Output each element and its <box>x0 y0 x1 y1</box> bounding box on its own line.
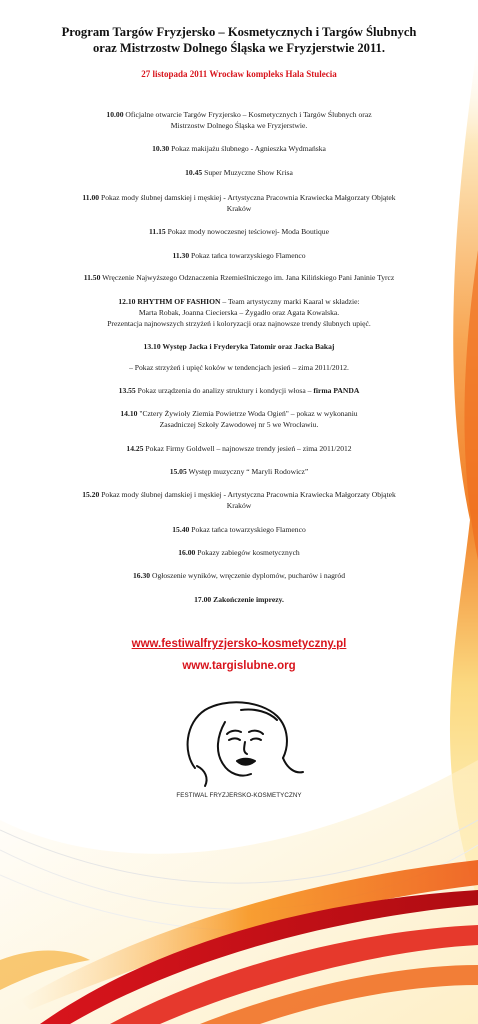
program-text: – Team artystyczny marki Kaaral w składzie: <box>222 297 360 306</box>
program-text: Pokaz tańca towarzyskiego Flamenco <box>191 525 306 534</box>
program-item <box>24 594 454 605</box>
targi-website-link[interactable]: www.targislubne.org <box>182 660 296 672</box>
program-text: Super Muzyczne Show Krisa <box>204 168 293 177</box>
program-text: Pokazy zabiegów kosmetycznych <box>197 548 300 557</box>
program-text: Pokaz mody ślubnej damskiej i męskiej - Artystyczna Pracownia Krawiecka Małgorzaty Objątek <box>100 193 396 202</box>
program-item <box>24 570 454 581</box>
program-time: 15.20 <box>82 490 100 499</box>
program-text: Pokaz mody ślubnej damskiej i męskiej - Artystyczna Pracownia Krawiecka Małgorzaty Objątek <box>101 490 396 499</box>
program-item <box>24 547 454 558</box>
program-item <box>24 192 454 214</box>
program-time: 11.15 <box>149 227 166 236</box>
program-item <box>24 250 454 261</box>
festival-website-link[interactable]: www.festiwalfryzjersko-kosmetyczny.pl <box>131 638 347 650</box>
program-item <box>24 167 454 178</box>
program-item <box>24 143 454 154</box>
program-text: – Pokaz strzyżeń i upięć koków w tendencjach jesień – zima 2011/2012. <box>129 363 349 372</box>
program-item <box>24 296 454 329</box>
program-item <box>24 109 454 131</box>
program-time: 13.55 <box>118 386 136 395</box>
program-text-cont: Zasadniczej Szkoły Zawodowej nr 5 we Wrocławiu. <box>159 420 319 429</box>
program-time: 16.00 <box>178 548 196 557</box>
program-text: Pokaz Firmy Goldwell – najnowsze trendy jesień – zima 2011/2012 <box>145 444 352 453</box>
program-text: Pokaz makijażu ślubnego - Agnieszka Wydmańska <box>171 144 326 153</box>
program-time: 14.10 <box>120 409 138 418</box>
event-date-location: 27 listopada 2011 Wrocław kompleks Hala Stulecia <box>141 69 337 79</box>
title-line-2: oraz Mistrzostw Dolnego Śląska we Fryzjerstwie 2011. <box>92 41 386 55</box>
program-item <box>24 362 454 373</box>
program-highlight: Występ Jacka i Fryderyka Tatomir oraz Jacka Bakaj <box>162 342 335 351</box>
program-time: 17.00 <box>194 595 212 604</box>
program-time: 15.40 <box>172 525 190 534</box>
program-text: Występ muzyczny “ Maryli Rodowicz” <box>188 467 309 476</box>
program-highlight: Zakończenie imprezy. <box>213 595 284 604</box>
program-time: 14.25 <box>126 444 144 453</box>
program-item <box>24 466 454 477</box>
program-time: 13.10 <box>143 342 161 351</box>
page-title <box>20 24 458 56</box>
program-time: 10.00 <box>106 110 124 119</box>
program-time: 11.00 <box>82 193 100 202</box>
program-highlight: firma PANDA <box>313 386 360 395</box>
program-item <box>24 341 454 352</box>
program-time: 16.30 <box>132 571 151 580</box>
program-highlight: RHYTHM OF FASHION <box>137 297 221 306</box>
program-time: 12.10 <box>118 297 136 306</box>
program-text: "Cztery Żywioły Ziemia Powietrze Woda Ogień" – pokaz w wykonaniu <box>139 409 358 418</box>
program-time: 10.30 <box>152 144 170 153</box>
program-time: 11.30 <box>172 251 190 260</box>
title-line-1: Program Targów Fryzjersko – Kosmetycznych i Targów Ślubnych <box>61 25 417 39</box>
program-text-cont: Kraków <box>226 204 252 213</box>
program-text-cont: Marta Robak, Joanna Ciecierska – Żygadło oraz Agata Kowalska. <box>138 308 340 317</box>
program-time: 10.45 <box>185 168 203 177</box>
program-text: Ogłoszenie wyników, wręczenie dyplomów, pucharów i nagród <box>151 571 346 580</box>
program-text: Wręczenie Najwyższego Odznaczenia Rzemieślniczego im. Jana Kilińskiego Pani Janinie Tyrcz <box>102 273 395 282</box>
program-text-cont: Kraków <box>226 501 252 510</box>
program-item <box>24 489 454 511</box>
woman-face-logo-icon <box>165 698 315 790</box>
program-item <box>24 226 454 237</box>
program-item <box>24 524 454 535</box>
program-time: 11.50 <box>83 273 101 282</box>
logo-caption: FESTIWAL FRYZJERSKO-KOSMETYCZNY <box>176 792 302 799</box>
program-item <box>24 443 454 454</box>
program-item <box>24 272 454 283</box>
program-text-cont: Mistrzostw Dolnego Śląska we Fryzjerstwie. <box>170 121 308 130</box>
program-time: 15.05 <box>169 467 187 476</box>
program-item <box>24 408 454 430</box>
program-text: Pokaz urządzenia do analizy struktury i kondycji włosa – <box>137 386 312 395</box>
program-text: Pokaz mody nowoczesnej teściowej- Moda Boutique <box>167 227 329 236</box>
program-text-cont: Prezentacja najnowszych strzyżeń i koloryzacji oraz najnowsze trendy ślubnych upięć. <box>107 319 371 328</box>
program-item <box>24 385 454 396</box>
program-text: Pokaz tańca towarzyskiego Flamenco <box>191 251 306 260</box>
program-text: Oficjalne otwarcie Targów Fryzjersko – Kosmetycznych i Targów Ślubnych oraz <box>125 110 372 119</box>
